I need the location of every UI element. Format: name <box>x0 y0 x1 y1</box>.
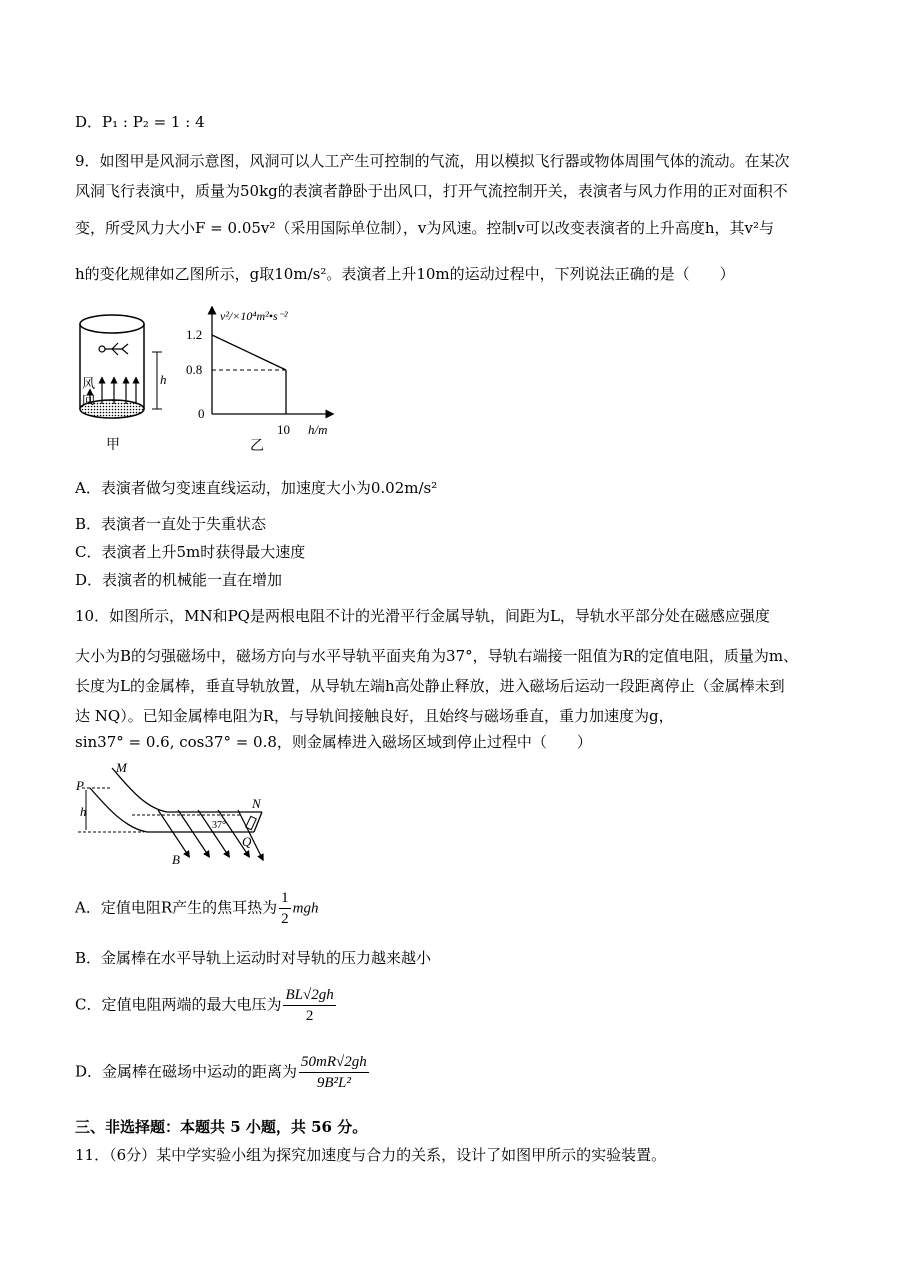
data-line <box>212 335 286 370</box>
q10-option-a-fraction <box>279 888 291 929</box>
q9-stem-line-4: h的变化规律如乙图所示，g取10m/s²。表演者上升10m的运动过程中，下列说法正确的是（ ） <box>75 265 735 283</box>
q10-option-d-numerator: 50mR√2gh <box>299 1052 369 1073</box>
q10-stem-line-2: 大小为B的匀强磁场中，磁场方向与水平导轨平面夹角为37°，导轨右端接一阻值为R的定值电阻，质量为m、 <box>75 647 799 665</box>
caption-jia: 甲 <box>106 438 120 453</box>
x-axis-label: h/m <box>308 422 328 437</box>
q10-stem-line-4: 达 NQ）。已知金属棒电阻为R，与导轨间接触良好，且始终与磁场垂直，重力加速度为g， <box>75 707 674 725</box>
q10-option-a-prefix: A．定值电阻R产生的焦耳热为 <box>75 898 278 917</box>
q8-option-d: D．P₁ : P₂ = 1 : 4 <box>75 113 205 131</box>
q9-stem-line-2: 风洞飞行表演中，质量为50kg的表演者静卧于出风口，打开气流控制开关，表演者与风力作用的正对面积不 <box>75 182 788 200</box>
label-n: N <box>252 796 261 811</box>
label-direction: 向 <box>82 392 96 407</box>
q9-figure-yi <box>180 306 350 456</box>
q9-stem-line-1: 9．如图甲是风洞示意图，风洞可以人工产生可控制的气流，用以模拟飞行器或物体周围气体的流动。在某次 <box>75 152 790 170</box>
rail-mn <box>112 768 262 812</box>
q10-option-c-numerator: BL√2gh <box>283 985 335 1006</box>
q10-option-c <box>75 985 338 1026</box>
q10-option-d-prefix: D．金属棒在磁场中运动的距离为 <box>75 1062 298 1081</box>
q10-option-c-fraction <box>283 985 335 1026</box>
y-tick-high: 1.2 <box>186 327 203 342</box>
q10-stem-line-3: 长度为L的金属棒，垂直导轨放置，从导轨左端h高处静止释放，进入磁场后运动一段距离停止（金属棒未到 <box>75 677 785 695</box>
q10-figure <box>72 760 282 870</box>
q10-option-d-denominator: 9B²L² <box>316 1075 351 1091</box>
caption-yi: 乙 <box>250 439 264 454</box>
label-h: h <box>80 804 87 819</box>
q10-option-a-tail: mgh <box>292 900 319 917</box>
label-b: B <box>172 852 180 867</box>
tunnel-top-ellipse <box>80 315 144 333</box>
label-m: M <box>116 760 127 775</box>
y-axis-label: v²/×10⁴m²•s⁻² <box>220 309 288 323</box>
q10-option-d-fraction <box>299 1052 369 1093</box>
q10-stem-line-1: 10．如图所示，MN和PQ是两根电阻不计的光滑平行金属导轨，间距为L，导轨水平部分处在磁感应强度 <box>75 607 770 625</box>
rail-pq <box>90 788 254 832</box>
q10-option-a <box>75 888 318 929</box>
label-h-jia: h <box>160 372 167 387</box>
q10-option-d <box>75 1052 371 1093</box>
y-tick-mid: 0.8 <box>186 362 203 377</box>
q9-option-b: B．表演者一直处于失重状态 <box>75 515 267 533</box>
q10-stem-line-5: sin37° = 0.6, cos37° = 0.8，则金属棒进入磁场区域到停止过程中（ ） <box>75 733 592 751</box>
q10-option-c-prefix: C．定值电阻两端的最大电压为 <box>75 995 282 1014</box>
q9-option-a: A．表演者做匀变速直线运动，加速度大小为0.02m/s² <box>75 479 438 497</box>
q10-option-b: B．金属棒在水平导轨上运动时对导轨的压力越来越小 <box>75 949 432 967</box>
performer-icon <box>99 343 128 355</box>
q10-option-a-numerator: 1 <box>279 888 291 909</box>
section-3-heading: 三、非选择题：本题共 5 小题，共 56 分。 <box>75 1118 368 1136</box>
angle-label: 37° <box>212 820 226 831</box>
label-q: Q <box>242 834 252 849</box>
label-wind: 风 <box>82 376 96 391</box>
q9-option-c: C．表演者上升5m时获得最大速度 <box>75 543 306 561</box>
q11-stem: 11．（6分）某中学实验小组为探究加速度与合力的关系，设计了如图甲所示的实验装置。 <box>75 1146 667 1164</box>
q10-option-c-denominator: 2 <box>305 1008 314 1024</box>
x-tick-10: 10 <box>277 422 290 437</box>
q9-option-d: D．表演者的机械能一直在增加 <box>75 571 283 589</box>
q10-option-a-denominator: 2 <box>281 911 289 927</box>
label-p: P <box>76 778 84 793</box>
q9-stem-line-3: 变，所受风力大小F = 0.05v²（采用国际单位制），v为风速。控制v可以改变表演者的上升高度h，其v²与 <box>75 219 774 237</box>
origin-label: 0 <box>198 406 205 421</box>
q9-figure-jia <box>72 312 187 457</box>
